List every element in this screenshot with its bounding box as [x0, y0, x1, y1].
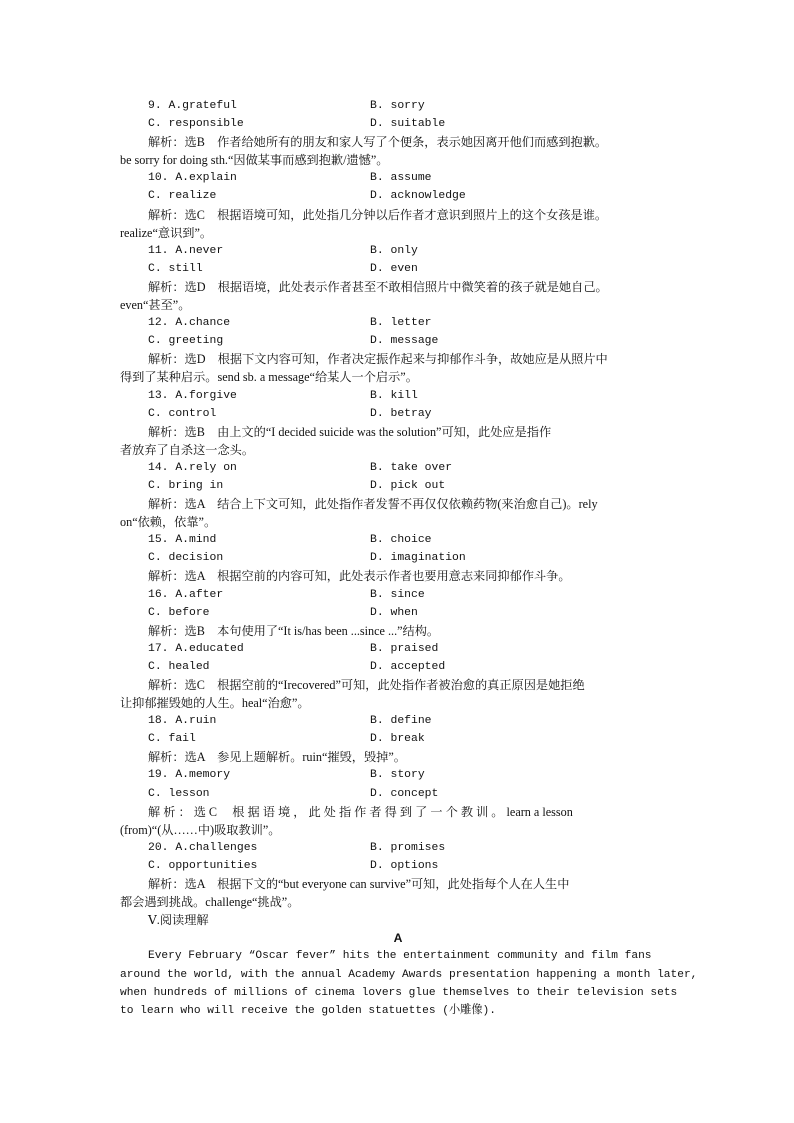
option-d: D. options [370, 859, 439, 872]
option-c: C. healed [148, 660, 210, 673]
options-row [120, 766, 676, 784]
explanation-line: (from)“(从……中)吸取教训”。 [120, 822, 281, 837]
option-b: B. sorry [370, 100, 425, 112]
option-b: B. letter [370, 317, 432, 330]
explanation-line: 解析：选A 根据空前的内容可知，此处表示作者也要用意志来同抑郁作斗争。 [148, 569, 571, 584]
question-block [120, 531, 676, 585]
options-row [120, 712, 676, 730]
option-b: B. praised [370, 642, 439, 655]
options-row [120, 260, 676, 278]
option-b: B. choice [370, 534, 432, 547]
option-a: 9. A.grateful [148, 100, 237, 112]
option-a: 12. A.chance [148, 317, 231, 330]
explanation-line: realize“意识到”。 [120, 225, 213, 240]
options-row [120, 640, 676, 658]
option-d: D. when [370, 606, 418, 619]
passage-label: A [393, 931, 403, 946]
options-row [120, 242, 676, 260]
explanation-line: 解析：选C 根据空前的“Irecovered”可知，此处指作者被治愈的真正原因是她拒绝 [148, 678, 585, 692]
question-block [120, 766, 676, 838]
explanation-line: on“依赖，依靠”。 [120, 515, 217, 530]
passage-line: to learn who will receive the golden statuettes (小雕像). [120, 1004, 496, 1017]
question-block [120, 387, 676, 459]
explanation-line: even“甚至”。 [120, 298, 191, 313]
options-row [120, 839, 676, 857]
options-row [120, 604, 676, 622]
explanation-line: 解析：选D 根据下文内容可知，作者决定振作起来与抑郁作斗争，故她应是从照片中 [148, 352, 608, 367]
option-c: C. lesson [148, 787, 210, 800]
explanation-line: 得到了某种启示。send sb. a message“给某人一个启示”。 [120, 370, 418, 385]
option-d: D. pick out [370, 479, 446, 492]
question-block [120, 839, 676, 911]
question-block [120, 586, 676, 640]
option-a: 11. A.never [148, 244, 224, 257]
option-a: 17. A.educated [148, 642, 244, 655]
option-c: C. realize [148, 190, 217, 203]
explanation-line: 让抑郁摧毁她的人生。heal“治愈”。 [120, 696, 310, 711]
options-row [120, 169, 676, 187]
options-row [120, 387, 676, 405]
options-row [120, 97, 676, 115]
option-a: 16. A.after [148, 588, 224, 601]
option-c: C. control [148, 407, 217, 420]
question-block [120, 314, 676, 386]
options-row [120, 314, 676, 332]
option-c: C. opportunities [148, 859, 258, 872]
explanation-line: 解析：选A 根据下文的“but everyone can survive”可知，此处指每个人在人生中 [148, 877, 570, 892]
passage-line: around the world, with the annual Academy Awards presentation happening a month later, [120, 968, 698, 981]
option-a: 14. A.rely on [148, 461, 237, 474]
option-a: 13. A.forgive [148, 389, 237, 402]
option-d: D. accepted [370, 660, 446, 673]
option-d: D. betray [370, 407, 432, 420]
question-block [120, 712, 676, 766]
explanation-line: 解析：选A 结合上下文可知，此处指作者发誓不再仅仅依赖药物(来治愈自己)。rely [148, 497, 598, 512]
option-b: B. define [370, 715, 432, 728]
options-row [120, 405, 676, 423]
option-d: D. concept [370, 787, 439, 800]
option-a: 15. A.mind [148, 534, 217, 547]
option-b: B. since [370, 588, 425, 601]
explanation-line: 解析：选B 本句使用了“It is/has been ...since ...”结构。 [148, 623, 440, 638]
options-row [120, 586, 676, 604]
option-c: C. still [148, 262, 203, 275]
option-a: 20. A.challenges [148, 841, 258, 854]
options-row [120, 477, 676, 495]
options-row [120, 332, 676, 350]
option-b: B. kill [370, 389, 418, 402]
option-c: C. greeting [148, 335, 224, 348]
option-d: D. even [370, 262, 418, 275]
explanation-line: 解析：选C 根据语境可知，此处指几分钟以后作者才意识到照片上的这个女孩是谁。 [148, 207, 608, 222]
option-a: 10. A.explain [148, 172, 237, 185]
explanation-line: be sorry for doing sth.“因做某事而感到抱歉/遗憾”。 [120, 153, 389, 168]
question-block [120, 459, 676, 531]
option-b: B. only [370, 244, 418, 257]
passage-line: when hundreds of millions of cinema lovers glue themselves to their television sets [120, 986, 678, 999]
explanation-line: 解析：选A 参见上题解析。ruin“摧毁，毁掉”。 [148, 750, 406, 765]
option-d: D. break [370, 733, 425, 746]
option-d: D. acknowledge [370, 190, 466, 203]
option-a: 19. A.memory [148, 769, 231, 782]
explanation-line: 解 析 ： 选 C 根 据 语 境 ， 此 处 指 作 者 得 到 了 一 个 教 训 。 learn a lesson [148, 804, 573, 819]
options-row [120, 187, 676, 205]
options-row [120, 115, 676, 133]
explanation-line: 者放弃了自杀这一念头。 [120, 442, 255, 457]
option-c: C. decision [148, 552, 224, 565]
options-row [120, 549, 676, 567]
option-d: D. suitable [370, 118, 446, 131]
question-block [120, 97, 676, 169]
options-row [120, 459, 676, 477]
explanation-line: 解析：选B 由上文的“I decided suicide was the solution”可知，此处应是指作 [148, 424, 552, 439]
option-c: C. fail [148, 733, 196, 746]
options-row [120, 857, 676, 875]
option-d: D. imagination [370, 552, 466, 565]
option-b: B. assume [370, 172, 432, 185]
option-c: C. before [148, 606, 210, 619]
options-row [120, 785, 676, 803]
option-d: D. message [370, 335, 439, 348]
option-b: B. story [370, 769, 425, 782]
question-block [120, 242, 676, 314]
options-row [120, 730, 676, 748]
section-title: Ⅴ.阅读理解 [148, 913, 209, 928]
options-row [120, 658, 676, 676]
option-c: C. bring in [148, 479, 224, 492]
passage-line: Every February “Oscar fever” hits the entertainment community and film fans [148, 950, 652, 963]
options-row [120, 531, 676, 549]
explanation-line: 解析：选B 作者给她所有的朋友和家人写了个便条，表示她因离开他们而感到抱歉。 [148, 135, 608, 150]
option-b: B. take over [370, 461, 453, 474]
option-c: C. responsible [148, 118, 244, 131]
option-b: B. promises [370, 841, 446, 854]
question-block [120, 640, 676, 712]
explanation-line: 解析：选D 根据语境，此处表示作者甚至不敢相信照片中微笑着的孩子就是她自己。 [148, 279, 608, 294]
option-a: 18. A.ruin [148, 715, 217, 728]
question-block [120, 169, 676, 241]
explanation-line: 都会遇到挑战。challenge“挑战”。 [120, 895, 300, 910]
document-page [120, 97, 698, 1020]
